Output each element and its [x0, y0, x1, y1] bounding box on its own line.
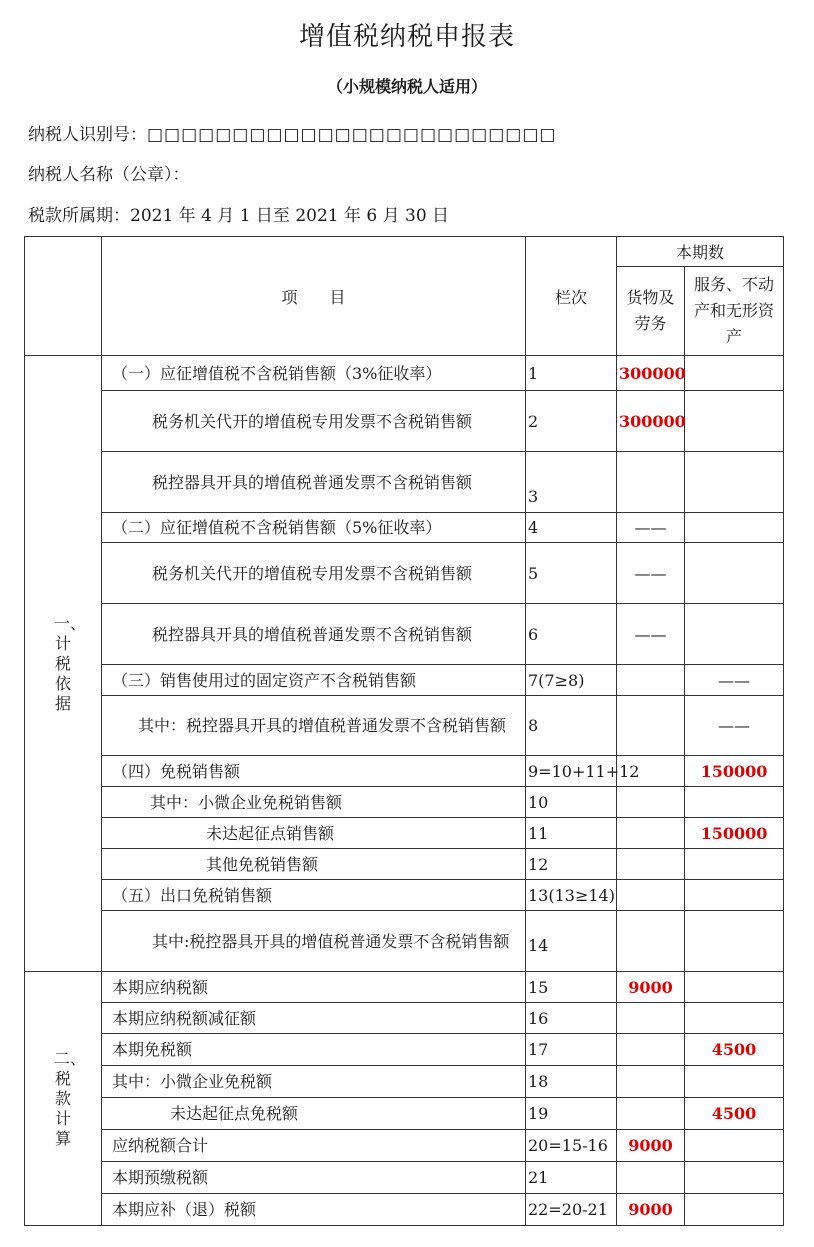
form-subtitle: （小规模纳税人适用）: [326, 77, 487, 96]
row-3-services[interactable]: [685, 452, 784, 513]
row-19-services[interactable]: 4500: [685, 1098, 784, 1130]
row-4-goods[interactable]: ——: [617, 513, 685, 543]
row-13-item: （五）出口免税销售额: [102, 880, 526, 911]
row-2-services[interactable]: [685, 391, 784, 452]
row-2-code: 2: [526, 391, 617, 452]
row-19-goods[interactable]: [617, 1098, 685, 1130]
row-11-item: 未达起征点销售额: [102, 818, 526, 849]
row-11-code: 11: [526, 818, 617, 849]
row-8-code: 8: [526, 696, 617, 756]
row-20-item: 应纳税额合计: [102, 1130, 526, 1162]
row-22-services[interactable]: [685, 1194, 784, 1226]
row-9-item: （四）免税销售额: [102, 756, 526, 787]
row-3-item: 税控器具开具的增值税普通发票不含税销售额: [102, 452, 526, 513]
taxpayer-id-boxes[interactable]: □□□□□□□□□□□□□□□□□□□□□□□□: [147, 125, 557, 145]
row-15-item: 本期应纳税额: [102, 972, 526, 1003]
row-8-item: 其中：税控器具开具的增值税普通发票不含税销售额: [102, 696, 526, 756]
taxpayer-id-label: 纳税人识别号：: [28, 125, 147, 145]
row-18-services[interactable]: [685, 1066, 784, 1098]
row-14-services[interactable]: [685, 911, 784, 972]
header-goods: 货物及劳务: [617, 267, 685, 356]
row-20-goods[interactable]: 9000: [617, 1130, 685, 1162]
row-22-item: 本期应补（退）税额: [102, 1194, 526, 1226]
row-15-code: 15: [526, 972, 617, 1003]
tax-period: 税款所属期：2021 年 4 月 1 日至 2021 年 6 月 30 日: [28, 206, 450, 226]
row-17-goods[interactable]: [617, 1034, 685, 1066]
row-5-services[interactable]: [685, 543, 784, 604]
row-1-goods[interactable]: 300000: [617, 356, 685, 391]
header-current-period: 本期数: [617, 237, 784, 267]
row-11-services[interactable]: 150000: [685, 818, 784, 849]
row-6-goods[interactable]: ——: [617, 604, 685, 665]
row-6-item: 税控器具开具的增值税普通发票不含税销售额: [102, 604, 526, 665]
row-4-item: （二）应征增值税不含税销售额（5%征收率）: [102, 513, 526, 543]
row-7-services[interactable]: ——: [685, 665, 784, 696]
row-19-code: 19: [526, 1098, 617, 1130]
row-17-services[interactable]: 4500: [685, 1034, 784, 1066]
row-2-goods[interactable]: 300000: [617, 391, 685, 452]
section-1-label: 一、计税依据: [25, 356, 102, 972]
row-13-services[interactable]: [685, 880, 784, 911]
row-21-item: 本期预缴税额: [102, 1162, 526, 1194]
header-item: 项 目: [102, 237, 526, 356]
row-7-goods[interactable]: [617, 665, 685, 696]
row-10-services[interactable]: [685, 787, 784, 818]
row-21-code: 21: [526, 1162, 617, 1194]
row-11-goods[interactable]: [617, 818, 685, 849]
row-15-services[interactable]: [685, 972, 784, 1003]
row-21-services[interactable]: [685, 1162, 784, 1194]
row-12-item: 其他免税销售额: [102, 849, 526, 880]
row-5-item: 税务机关代开的增值税专用发票不含税销售额: [102, 543, 526, 604]
row-12-goods[interactable]: [617, 849, 685, 880]
row-10-goods[interactable]: [617, 787, 685, 818]
row-14-item: 其中:税控器具开具的增值税普通发票不含税销售额: [102, 911, 526, 972]
tax-return-table: [24, 236, 784, 1226]
row-9-services[interactable]: 150000: [685, 756, 784, 787]
row-3-code: 3: [526, 452, 617, 513]
header-blank-cell: [25, 237, 102, 356]
taxpayer-id-line: [28, 120, 557, 145]
row-18-code: 18: [526, 1066, 617, 1098]
row-8-goods[interactable]: [617, 696, 685, 756]
row-17-code: 17: [526, 1034, 617, 1066]
row-7-item: （三）销售使用过的固定资产不含税销售额: [102, 665, 526, 696]
row-14-code: 14: [526, 911, 617, 972]
row-10-code: 10: [526, 787, 617, 818]
row-20-services[interactable]: [685, 1130, 784, 1162]
row-1-services[interactable]: [685, 356, 784, 391]
row-16-goods[interactable]: [617, 1003, 685, 1034]
row-16-services[interactable]: [685, 1003, 784, 1034]
row-10-item: 其中：小微企业免税销售额: [102, 787, 526, 818]
row-13-code: 13(13≥14): [526, 880, 617, 911]
row-5-code: 5: [526, 543, 617, 604]
row-18-goods[interactable]: [617, 1066, 685, 1098]
row-12-services[interactable]: [685, 849, 784, 880]
taxpayer-name-label: 纳税人名称（公章）：: [28, 165, 190, 185]
row-9-code: 9=10+11+12: [526, 756, 617, 787]
row-4-services[interactable]: [685, 513, 784, 543]
row-15-goods[interactable]: 9000: [617, 972, 685, 1003]
header-services: 服务、不动产和无形资产: [685, 267, 784, 356]
row-3-goods[interactable]: [617, 452, 685, 513]
row-18-item: 其中：小微企业免税额: [102, 1066, 526, 1098]
row-7-code: 7(7≥8): [526, 665, 617, 696]
row-16-item: 本期应纳税额减征额: [102, 1003, 526, 1034]
row-1-item: （一）应征增值税不含税销售额（3%征收率）: [102, 356, 526, 391]
row-13-goods[interactable]: [617, 880, 685, 911]
row-6-code: 6: [526, 604, 617, 665]
section-2-label: 二、税款计算: [25, 972, 102, 1226]
row-6-services[interactable]: [685, 604, 784, 665]
row-19-item: 未达起征点免税额: [102, 1098, 526, 1130]
row-21-goods[interactable]: [617, 1162, 685, 1194]
row-22-code: 22=20-21: [526, 1194, 617, 1226]
form-title: 增值税纳税申报表: [298, 22, 515, 52]
row-12-code: 12: [526, 849, 617, 880]
row-8-services[interactable]: ——: [685, 696, 784, 756]
row-22-goods[interactable]: 9000: [617, 1194, 685, 1226]
row-14-goods[interactable]: [617, 911, 685, 972]
row-16-code: 16: [526, 1003, 617, 1034]
header-column: 栏次: [526, 237, 617, 356]
row-17-item: 本期免税额: [102, 1034, 526, 1066]
row-20-code: 20=15-16: [526, 1130, 617, 1162]
row-2-item: 税务机关代开的增值税专用发票不含税销售额: [102, 391, 526, 452]
row-5-goods[interactable]: ——: [617, 543, 685, 604]
row-1-code: 1: [526, 356, 617, 391]
row-4-code: 4: [526, 513, 617, 543]
